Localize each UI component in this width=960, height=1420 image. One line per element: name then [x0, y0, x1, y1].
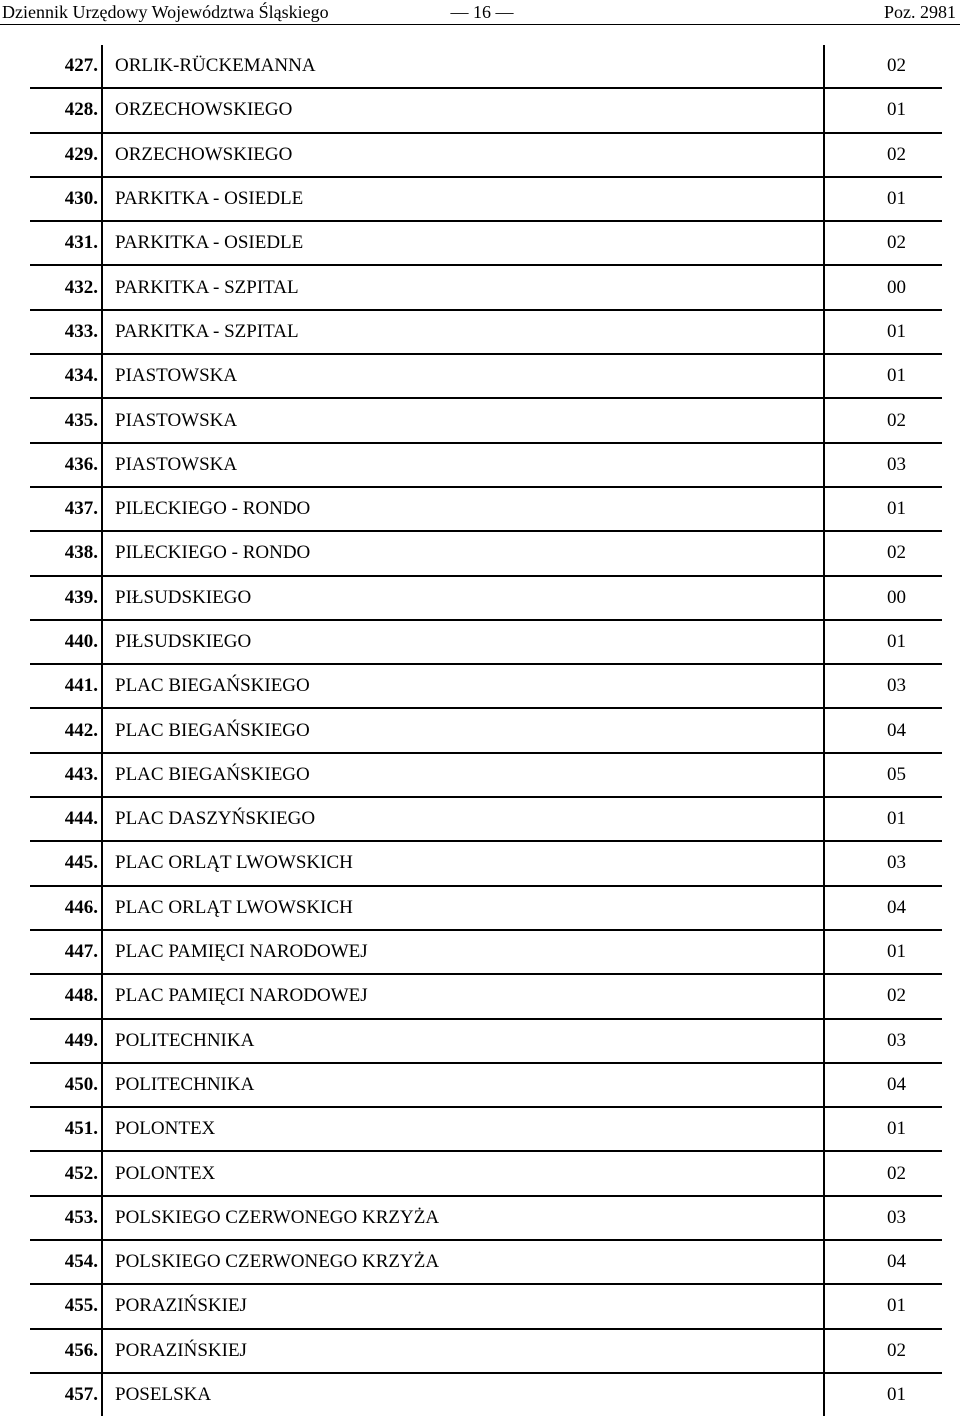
row-number: 437.	[30, 487, 102, 531]
publication-title: Dziennik Urzędowy Województwa Śląskiego	[2, 2, 329, 22]
stop-name: PLAC ORLĄT LWOWSKICH	[102, 886, 824, 930]
table-row	[30, 1284, 942, 1328]
table-row	[30, 1151, 942, 1195]
row-number: 434.	[30, 354, 102, 398]
row-number: 440.	[30, 620, 102, 664]
table-row	[30, 1107, 942, 1151]
table-row	[30, 753, 942, 797]
table-row	[30, 443, 942, 487]
stop-code: 01	[887, 1384, 906, 1406]
stop-code: 03	[824, 1019, 942, 1063]
row-number: 447.	[30, 930, 102, 974]
stop-name: PIASTOWSKA	[102, 398, 824, 442]
position-number: Poz. 2981	[884, 2, 956, 22]
stop-name: PLAC ORLĄT LWOWSKICH	[102, 841, 824, 885]
stop-code: 01	[824, 930, 942, 974]
stop-name: PARKITKA - SZPITAL	[102, 310, 824, 354]
table-row	[30, 974, 942, 1018]
table-row	[30, 398, 942, 442]
table-row	[30, 221, 942, 265]
row-number: 439.	[30, 576, 102, 620]
stop-name: PILECKIEGO - RONDO	[102, 531, 824, 575]
stop-name: POLITECHNIKA	[102, 1019, 824, 1063]
table-row	[30, 88, 942, 132]
stop-code: 01	[824, 1107, 942, 1151]
stop-name: PARKITKA - OSIEDLE	[102, 177, 824, 221]
row-number: 453.	[30, 1196, 102, 1240]
stop-name: PIŁSUDSKIEGO	[102, 620, 824, 664]
table-row	[30, 841, 942, 885]
row-number: 452.	[30, 1151, 102, 1195]
stop-code: 02	[824, 531, 942, 575]
row-number: 436.	[30, 443, 102, 487]
table-row	[30, 310, 942, 354]
stop-name: PORAZIŃSKIEJ	[102, 1284, 824, 1328]
row-number: 433.	[30, 310, 102, 354]
stop-code: 04	[824, 1240, 942, 1284]
stop-code: 02	[824, 974, 942, 1018]
table-row	[30, 1196, 942, 1240]
stop-code: 01	[824, 354, 942, 398]
stop-code: 03	[824, 841, 942, 885]
table-row	[30, 664, 942, 708]
stop-name: ORZECHOWSKIEGO	[102, 88, 824, 132]
row-number: 451.	[30, 1107, 102, 1151]
stop-name: PLAC BIEGAŃSKIEGO	[102, 753, 824, 797]
table-row	[30, 487, 942, 531]
table-row	[30, 45, 942, 88]
stop-code: 02	[824, 221, 942, 265]
row-number: 444.	[30, 797, 102, 841]
stop-code: 01	[824, 487, 942, 531]
row-number: 450.	[30, 1063, 102, 1107]
table-row	[30, 1240, 942, 1284]
row-number: 441.	[30, 664, 102, 708]
stop-code: 01	[824, 1284, 942, 1328]
row-number: 427.	[30, 45, 102, 88]
stop-name: ORZECHOWSKIEGO	[102, 133, 824, 177]
table-row	[30, 133, 942, 177]
row-number: 435.	[30, 398, 102, 442]
table-row	[30, 708, 942, 752]
row-number: 455.	[30, 1284, 102, 1328]
stop-name: PIASTOWSKA	[102, 443, 824, 487]
stop-code: 05	[824, 753, 942, 797]
table-row	[30, 620, 942, 664]
stop-code: 03	[824, 1196, 942, 1240]
row-number: 429.	[30, 133, 102, 177]
table-row	[30, 265, 942, 309]
table-row	[30, 354, 942, 398]
table-row	[30, 930, 942, 974]
stop-code: 02	[824, 1151, 942, 1195]
stop-name: POLSKIEGO CZERWONEGO KRZYŻA	[102, 1196, 824, 1240]
stops-table	[30, 45, 942, 1416]
stop-name: PIASTOWSKA	[102, 354, 824, 398]
table-row	[30, 1329, 942, 1373]
stop-name: ORLIK-RÜCKEMANNA	[102, 45, 824, 88]
stop-code: 04	[824, 708, 942, 752]
row-number: 449.	[30, 1019, 102, 1063]
header-rule	[0, 24, 960, 25]
stop-name: POLSKIEGO CZERWONEGO KRZYŻA	[102, 1240, 824, 1284]
stop-name: PLAC PAMIĘCI NARODOWEJ	[102, 930, 824, 974]
stop-code: 01	[824, 88, 942, 132]
row-number: 456.	[30, 1329, 102, 1373]
table-row	[30, 531, 942, 575]
table-row	[30, 576, 942, 620]
stop-code: 04	[824, 1063, 942, 1107]
page-number: — 16 —	[450, 2, 514, 22]
stop-name: PLAC PAMIĘCI NARODOWEJ	[102, 974, 824, 1018]
stop-name: POLITECHNIKA	[102, 1063, 824, 1107]
stop-name: POLONTEX	[102, 1151, 824, 1195]
stop-code: 03	[824, 664, 942, 708]
stop-code: 00	[824, 265, 942, 309]
stop-code: 02	[824, 45, 942, 88]
stop-code: 02	[824, 398, 942, 442]
stop-name: PORAZIŃSKIEJ	[102, 1329, 824, 1373]
stop-name: PARKITKA - SZPITAL	[102, 265, 824, 309]
row-number: 448.	[30, 974, 102, 1018]
row-number: 443.	[30, 753, 102, 797]
stop-code: 01	[824, 797, 942, 841]
row-number: 454.	[30, 1240, 102, 1284]
row-number: 438.	[30, 531, 102, 575]
table-row	[30, 1373, 942, 1416]
stop-name: PIŁSUDSKIEGO	[102, 576, 824, 620]
stop-code: 01	[824, 177, 942, 221]
row-number: 428.	[30, 88, 102, 132]
row-number: 445.	[30, 841, 102, 885]
row-number: 432.	[30, 265, 102, 309]
stop-code: 02	[824, 133, 942, 177]
stop-name: POLONTEX	[102, 1107, 824, 1151]
stop-name: PLAC BIEGAŃSKIEGO	[102, 708, 824, 752]
row-number: 446.	[30, 886, 102, 930]
row-number: 457.	[30, 1373, 102, 1416]
stop-code: 00	[824, 576, 942, 620]
stop-name: PLAC DASZYŃSKIEGO	[102, 797, 824, 841]
stop-name: POSELSKA	[102, 1373, 824, 1416]
page-header	[0, 0, 960, 24]
table-row	[30, 1019, 942, 1063]
stop-code: 01	[824, 620, 942, 664]
stops-table-body	[30, 45, 942, 1416]
stop-name: PLAC BIEGAŃSKIEGO	[102, 664, 824, 708]
table-row	[30, 797, 942, 841]
table-row	[30, 886, 942, 930]
row-number: 431.	[30, 221, 102, 265]
table-row	[30, 1063, 942, 1107]
stop-code: 01	[824, 310, 942, 354]
stop-name: PILECKIEGO - RONDO	[102, 487, 824, 531]
stop-code: 03	[824, 443, 942, 487]
row-number: 442.	[30, 708, 102, 752]
stop-code: 04	[824, 886, 942, 930]
stop-name: PARKITKA - OSIEDLE	[102, 221, 824, 265]
table-row	[30, 177, 942, 221]
stop-code: 02	[824, 1329, 942, 1373]
row-number: 430.	[30, 177, 102, 221]
